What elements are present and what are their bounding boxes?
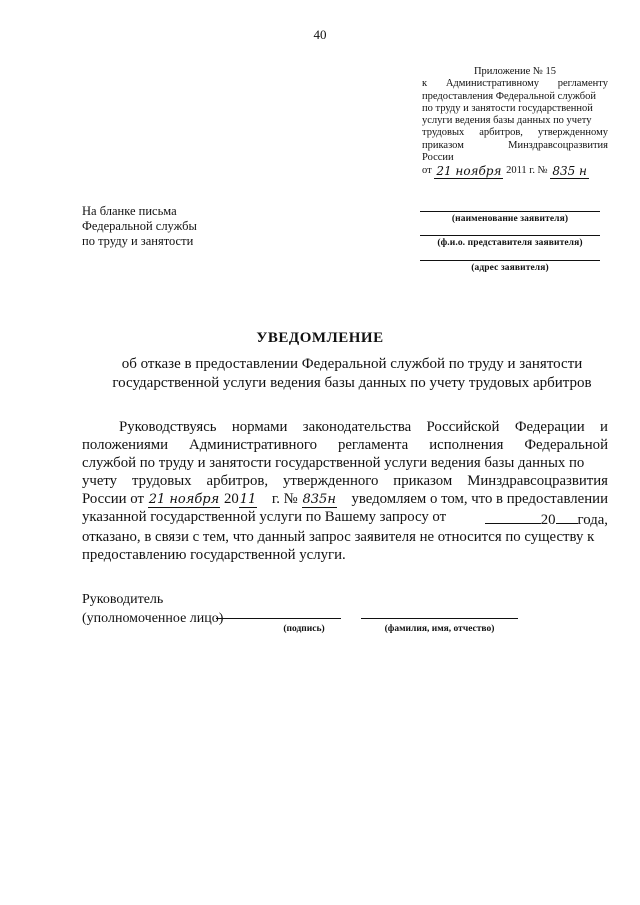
body-text: отказано, в связи с тем, что данный запрос заявителя не относится по существу к	[82, 529, 595, 546]
appendix-line	[422, 152, 608, 164]
signature-caption: (подпись)	[283, 624, 325, 634]
appendix-line	[422, 103, 608, 115]
full-name-caption: (фамилия, имя, отчество)	[384, 624, 495, 634]
subtitle-line: государственной услуги ведения базы данных по учету трудовых арбитров	[112, 375, 592, 391]
letterhead-line: Федеральной службы	[82, 219, 197, 233]
appendix-word: Административному	[445, 78, 540, 90]
order-number-group	[272, 491, 337, 509]
appendix-word: утвержденному	[537, 127, 608, 139]
field-caption: (наименование заявителя)	[451, 214, 569, 224]
body-line	[82, 529, 608, 547]
body-word: исполнения	[429, 436, 504, 453]
body-paragraph	[82, 419, 608, 565]
body-text: России от	[82, 490, 144, 507]
request-date-blank	[485, 509, 608, 530]
appendix-word: к	[422, 78, 428, 90]
body-line	[82, 419, 608, 437]
body-word: Административного	[189, 436, 317, 453]
appendix-text: по труду и занятости государственной	[422, 102, 593, 114]
appendix-word: трудовых	[422, 127, 465, 139]
appendix-word: регламенту	[557, 78, 608, 90]
date-year: 2011 г. №	[506, 165, 548, 177]
letterhead-line: по труду и занятости	[82, 234, 194, 248]
appendix-line	[422, 140, 608, 152]
appendix-date-line	[422, 165, 608, 178]
appendix-line	[422, 127, 608, 139]
signature-line	[216, 618, 341, 619]
body-word: регламента	[337, 436, 409, 453]
handwritten-order-number: 835н	[302, 491, 336, 507]
body-line-request-date	[82, 509, 608, 530]
appendix-word: арбитров,	[479, 127, 523, 139]
body-line	[82, 473, 608, 491]
appendix-line	[422, 115, 608, 127]
body-word: нормами	[231, 419, 288, 435]
field-caption: (ф.и.о. представителя заявителя)	[437, 238, 583, 248]
body-text: уведомляем о том, что в предоставлении	[351, 490, 608, 507]
appendix-block	[422, 66, 608, 179]
appendix-line	[422, 91, 608, 103]
head-label: Руководитель	[82, 592, 164, 607]
field-caption: (адрес заявителя)	[471, 263, 549, 273]
appendix-text: услуги ведения базы данных по учету	[422, 115, 592, 127]
body-word: утвержденного	[282, 472, 379, 489]
subtitle-line: об отказе в предоставлении Федеральной службой по труду и занятости	[121, 356, 583, 372]
body-word: Федеральной	[524, 436, 608, 453]
body-text: указанной государственной услуги по Вашему запросу от	[82, 508, 447, 525]
applicant-name-field	[420, 211, 600, 224]
body-text: предоставлению государственной услуги.	[82, 547, 346, 564]
body-text: года,	[577, 511, 608, 528]
body-text: г. №	[271, 490, 298, 507]
body-line	[82, 455, 608, 473]
appendix-text: России	[422, 152, 454, 164]
appendix-word: Минздравсоцразвития	[508, 139, 608, 151]
body-word: Федерации	[514, 419, 585, 435]
body-text: службой по труду и занятости государственной услуги ведения базы данных по	[82, 454, 585, 471]
order-date-group	[82, 491, 257, 509]
handwritten-date: 21 ноября	[436, 164, 502, 179]
handwritten-number: 835 н	[552, 164, 587, 179]
body-word: трудовых	[132, 472, 192, 489]
body-word: приказом	[393, 472, 453, 489]
body-word: Руководствуясь	[119, 419, 217, 435]
letterhead-line: На бланке письма	[82, 204, 177, 218]
body-word: положениями	[82, 436, 169, 453]
body-word: учету	[82, 472, 118, 489]
authorized-person-label: (уполномоченное лицо)	[82, 611, 224, 626]
body-line-order-ref	[82, 491, 608, 509]
address-field	[420, 260, 600, 273]
appendix-text: предоставления Федеральной службой	[422, 90, 596, 102]
handwritten-order-year: 11	[239, 491, 257, 507]
handwritten-order-date: 21 ноября	[148, 491, 220, 507]
body-line	[82, 437, 608, 455]
body-text: 20	[223, 490, 239, 507]
signature-block	[82, 590, 223, 628]
document-subtitle	[60, 355, 640, 393]
date-prefix: от	[422, 165, 432, 177]
body-word: арбитров,	[206, 472, 269, 489]
body-word: законодательства	[302, 419, 412, 435]
body-text: 20	[540, 511, 556, 528]
full-name-line	[361, 618, 518, 619]
year-blank-line	[556, 509, 578, 524]
body-word: Российской	[426, 419, 500, 435]
appendix-title: Приложение № 15	[473, 66, 557, 77]
appendix-line	[422, 78, 608, 90]
letterhead-note	[82, 204, 197, 249]
page-number: 40	[313, 27, 327, 42]
body-word: и	[600, 419, 608, 435]
date-blank-line	[485, 509, 541, 524]
body-word: Минздравсоцразвития	[467, 472, 608, 489]
document-title: УВЕДОМЛЕНИЕ	[256, 330, 384, 346]
representative-field	[420, 235, 600, 248]
body-line	[82, 547, 608, 565]
appendix-word: приказом	[422, 139, 464, 151]
